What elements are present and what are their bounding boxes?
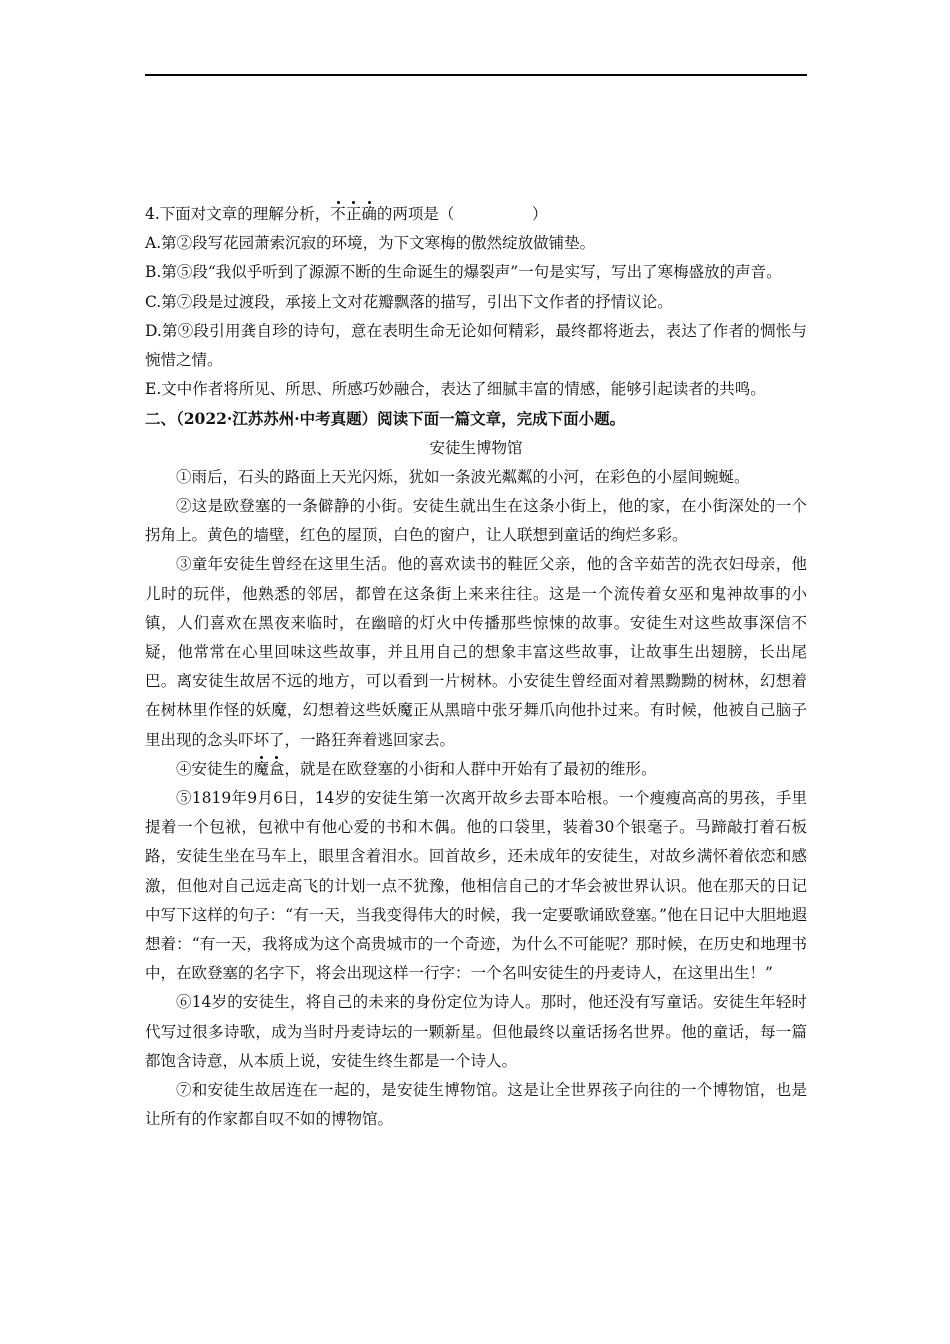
option-e: E.文中作者将所见、所思、所感巧妙融合，表达了细腻丰富的情感，能够引起读者的共鸣。 <box>145 380 766 399</box>
header-rule <box>145 74 807 76</box>
question-4-stem: 4.下面对文章的理解分析，不正确的两项是（ ） <box>145 205 548 223</box>
emphasis-char: 正 <box>345 205 362 223</box>
paragraph-3: ③童年安徒生曾经在这里生活。他的喜欢读书的鞋匠父亲，他的含辛茹苦的洗衣妇母亲，他儿时的玩伴，他熟悉的邻居，都曾在这条街上来来往往。这是一个流传着女巫和鬼神故事的小镇，人们喜欢在黑夜来临时，在幽暗的灯火中传播那些惊悚的故事。安徒生对这些故事深信不疑，他常常在心里回味这些故事，并且用自己的想象丰富这些故事，让故事生出翅膀，长出尾巴。离安徒生故居不远的地方，可以看到一片树林。小安徒生曾经面对着黑黝黝的树林，幻想着在树林里作怪的妖魔，幻想着这些妖魔正从黑暗中张牙舞爪向他扑过来。有时候，他被自己脑子里出现的念头吓坏了，一路狂奔着逃回家去。 <box>145 555 807 749</box>
paragraph-1: ①雨后，石头的路面上天光闪烁，犹如一条波光粼粼的小河，在彩色的小屋间蜿蜒。 <box>176 467 750 486</box>
article-title: 安徒生博物馆 <box>429 438 523 457</box>
emphasis-char: 不 <box>330 205 346 223</box>
paragraph-6: ⑥14岁的安徒生，将自己的未来的身份定位为诗人。那时，他还没有写童话。安徒生年轻时代写过很多诗歌，成为当时丹麦诗坛的一颗新星。但他最终以童话扬名世界。他的童话，每一篇都饱含诗意，从本质上说，安徒生终生都是一个诗人。 <box>145 993 807 1070</box>
option-c: C.第⑦段是过渡段，承接上文对花瓣飘落的描写，引出下文作者的抒情议论。 <box>145 292 673 311</box>
paragraph-2: ②这是欧登塞的一条僻静的小街。安徒生就出生在这条小街上，他的家，在小街深处的一个拐角上。黄色的墙壁，红色的屋顶，白色的窗户，让人联想到童话的绚烂多彩。 <box>145 497 807 545</box>
emphasis-char: 盒 <box>269 759 285 778</box>
emphasis-char: 确 <box>361 205 377 223</box>
paragraph-4: ④安徒生的魔盒，就是在欧登塞的小街和人群中开始有了最初的维形。 <box>176 759 657 778</box>
section-heading: 二、（2022·江苏苏州·中考真题）阅读下面一篇文章，完成下面小题。 <box>145 409 626 429</box>
paragraph-7: ⑦和安徒生故居连在一起的，是安徒生博物馆。这是让全世界孩子向往的一个博物馆，也是让所有的作家都自叹不如的博物馆。 <box>145 1081 807 1129</box>
option-d: D.第⑨段引用龚自珍的诗句，意在表明生命无论如何精彩，最终都将逝去，表达了作者的惆怅与惋惜之情。 <box>145 321 807 370</box>
emphasis-char: 魔 <box>253 759 270 778</box>
paragraph-5: ⑤1819年9月6日，14岁的安徒生第一次离开故乡去哥本哈根。一个瘦瘦高高的男孩，手里提着一个包袱，包袱中有他心爱的书和木偶。他的口袋里，装着30个银毫子。马蹄敲打着石板路，安徒生坐在马车上，眼里含着泪水。回首故乡，还未成年的安徒生，对故乡满怀着依恋和感激，但他对自己远走高飞的计划一点不犹豫，他相信自己的才华会被世界认识。他在那天的日记中写下这样的句子：“有一天，当我变得伟大的时候，我一定要歌诵欧登塞。”他在日记中大胆地遐想着：“有一天，我将成为这个高贵城市的一个奇迹，为什么不可能呢？那时候，在历史和地理书中，在欧登塞的名字下，将会出现这样一行字：一个名叫安徒生的丹麦诗人，在这里出生！” <box>145 789 807 983</box>
option-b: B.第⑤段“我似乎听到了源源不断的生命诞生的爆裂声”一句是实写，写出了寒梅盛放的声音。 <box>145 263 782 282</box>
document-body <box>145 200 807 1135</box>
option-a: A.第②段写花园萧索沉寂的环境，为下文寒梅的傲然绽放做铺垫。 <box>145 234 596 253</box>
